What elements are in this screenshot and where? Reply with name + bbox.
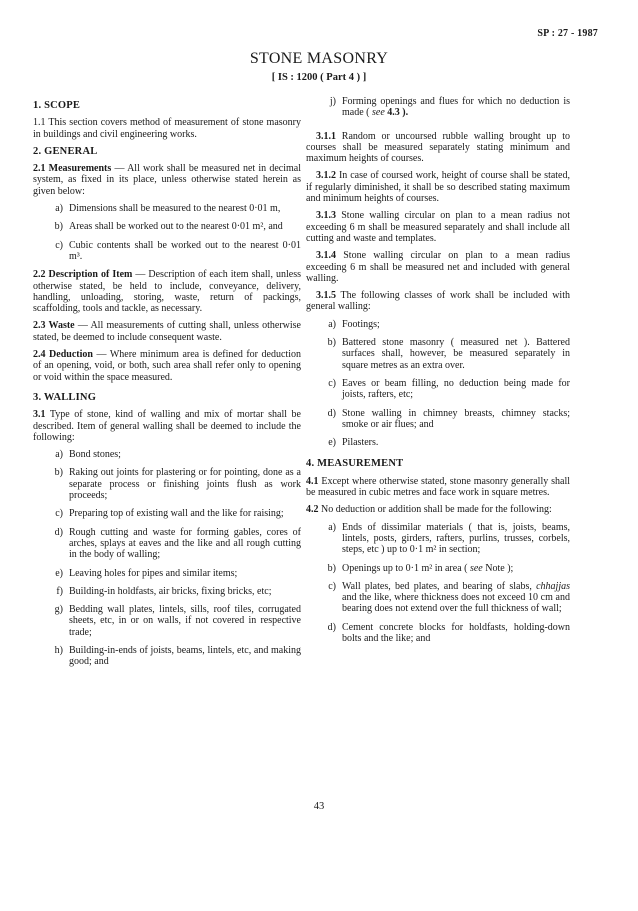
text-part: and the like, where thickness does not exceed 10 cm and bearing does not extend over the full thickness of wall; bbox=[342, 592, 570, 615]
clause-3-1-2 bbox=[306, 170, 570, 204]
clause-text: Type of stone, kind of walling and mix of mortar shall be described. Item of general walling shall be deemed to include the following: bbox=[33, 409, 301, 443]
clause-number: 2.4 Deduction bbox=[33, 349, 93, 361]
clause-number: 3.1 bbox=[33, 409, 46, 421]
clause-1-1: 1.1 This section covers method of measurement of stone masonry in buildings and civil engineering works. bbox=[33, 117, 301, 140]
clause-text: In case of coursed work, height of course shall be stated, if regularly diminished, it shall be so described stating maximum and minimum heights of courses. bbox=[306, 170, 570, 205]
list-marker: a) bbox=[328, 318, 336, 330]
clause-number: 2.2 Description of Item bbox=[33, 269, 133, 281]
clause-text: The following classes of work shall be included with general walling: bbox=[306, 290, 570, 313]
page-title: STONE MASONRY bbox=[249, 50, 389, 67]
list-3-1-5 bbox=[306, 319, 570, 449]
list-marker: d) bbox=[327, 621, 336, 633]
clause-text: — All work shall be measured net in decimal system, as fixed in its place, unless otherwise stated herein as given below: bbox=[33, 163, 301, 197]
list-marker: d) bbox=[54, 526, 63, 538]
list-text: Battered stone masonry ( measured net ). Battered surfaces shall, however, be measured separately in square metres as an extra over. bbox=[342, 337, 570, 371]
list-text: Stone walling in chimney breasts, chimney stacks; smoke or air flues; and bbox=[342, 407, 570, 430]
list-text: Preparing top of existing wall and the like for raising; bbox=[69, 508, 284, 520]
list-marker: b) bbox=[54, 467, 63, 479]
list-4-2 bbox=[306, 522, 570, 645]
see-reference: see bbox=[372, 107, 385, 119]
list-text: Eaves or beam filling, no deduction being made for joists, rafters, etc; bbox=[342, 377, 570, 401]
list-marker: b) bbox=[327, 562, 336, 574]
list-text: Bond stones; bbox=[69, 449, 121, 461]
list-item bbox=[306, 522, 570, 556]
list-text: Pilasters. bbox=[342, 437, 379, 449]
list-marker: e) bbox=[328, 437, 336, 449]
clause-4-2 bbox=[306, 504, 570, 515]
list-item bbox=[306, 408, 570, 431]
list-text bbox=[342, 96, 570, 119]
list-marker: c) bbox=[328, 580, 336, 592]
clause-number: 4.1 bbox=[306, 475, 319, 487]
clause-text: Stone walling circular on plan to a mean radius not exceeding 6 m shall be measured separately and shall include all cutting and waste and templates. bbox=[306, 210, 570, 244]
clause-number: 2.3 Waste bbox=[33, 320, 75, 332]
list-marker: a) bbox=[55, 203, 63, 215]
list-item bbox=[33, 221, 301, 232]
list-item bbox=[33, 604, 301, 638]
list-text: Footings; bbox=[342, 318, 380, 330]
clause-text: — Where minimum area is defined for deduction of an opening, void, or both, such area shall refer only to opening or void within the space measured. bbox=[33, 349, 301, 383]
list-item bbox=[306, 437, 570, 448]
list-marker: f) bbox=[56, 585, 63, 597]
standard-reference: [ IS : 1200 ( Part 4 ) ] bbox=[271, 72, 367, 83]
clause-number: 3.1.2 bbox=[316, 170, 336, 182]
list-item-j bbox=[306, 96, 570, 119]
clause-3-1-4 bbox=[306, 250, 570, 284]
list-2-1 bbox=[33, 203, 301, 262]
list-item bbox=[306, 563, 570, 574]
list-text: Bedding wall plates, lintels, sills, roof tiles, corrugated sheets, etc, in or on walls, if not covered in respective trade; bbox=[69, 604, 301, 638]
clause-text: Except where otherwise stated, stone masonry generally shall be measured in cubic metres and face work in square metres. bbox=[306, 475, 570, 499]
list-marker: j) bbox=[329, 96, 336, 107]
clause-number: 4.2 bbox=[306, 504, 319, 516]
clause-4-1 bbox=[306, 476, 570, 499]
text-part: 4.3 ). bbox=[384, 107, 409, 119]
list-item bbox=[33, 467, 301, 501]
list-item bbox=[33, 508, 301, 519]
list-marker: a) bbox=[55, 449, 63, 461]
document-code: SP : 27 - 1987 bbox=[537, 28, 598, 39]
clause-text: No deduction or addition shall be made for the following: bbox=[318, 504, 552, 516]
clause-3-1-5 bbox=[306, 290, 570, 313]
section-heading-scope: 1. SCOPE bbox=[33, 100, 81, 111]
italic-term: chhajjas bbox=[536, 580, 570, 592]
text-part: Forming openings and flues for which no deduction is made ( bbox=[342, 96, 570, 119]
clause-text: — All measurements of cutting shall, unless otherwise stated, be deemed to include consequent waste. bbox=[33, 320, 301, 343]
clause-number: 3.1.4 bbox=[316, 250, 336, 262]
section-heading-walling: 3. WALLING bbox=[33, 391, 97, 403]
list-marker: g) bbox=[54, 604, 63, 616]
text-part: Openings up to 0·1 m² in area ( bbox=[342, 562, 470, 574]
list-item bbox=[33, 449, 301, 460]
list-marker: a) bbox=[328, 521, 336, 533]
list-item bbox=[33, 203, 301, 214]
clause-number: 3.1.3 bbox=[316, 210, 336, 222]
list-text: Building-in-ends of joists, beams, lintels, etc, and making good; and bbox=[69, 644, 301, 668]
list-text: Cement concrete blocks for holdfasts, holding-down bolts and the like; and bbox=[342, 621, 570, 644]
list-item bbox=[306, 319, 570, 330]
list-text: Rough cutting and waste for forming gables, cores of arches, splays at eaves and the like and all rough cutting in the body of walling; bbox=[69, 526, 301, 561]
section-heading-general: 2. GENERAL bbox=[33, 145, 98, 157]
list-marker: b) bbox=[54, 221, 63, 233]
clause-2-2 bbox=[33, 269, 301, 314]
list-item bbox=[33, 527, 301, 561]
clause-3-1-1 bbox=[306, 131, 570, 165]
list-text: Leaving holes for pipes and similar items; bbox=[69, 567, 238, 579]
list-marker: c) bbox=[55, 239, 63, 251]
list-text: Areas shall be worked out to the nearest 0·01 m², and bbox=[69, 221, 283, 233]
clause-2-3 bbox=[33, 320, 301, 343]
list-text bbox=[342, 581, 570, 615]
list-marker: h) bbox=[54, 644, 63, 656]
text-part: Note ); bbox=[482, 562, 514, 574]
clause-text: Random or uncoursed rubble walling brought up to courses shall be measured separately stating minimum and maximum heights of courses. bbox=[306, 130, 570, 165]
list-text: Dimensions shall be measured to the nearest 0·01 m, bbox=[69, 203, 281, 215]
list-item bbox=[306, 337, 570, 371]
text-part: Wall plates, bed plates, and bearing of slabs, bbox=[342, 580, 537, 592]
section-heading-measurement: 4. MEASUREMENT bbox=[306, 458, 404, 470]
clause-number: 2.1 Measurements bbox=[33, 163, 112, 175]
list-item bbox=[306, 622, 570, 645]
list-marker: c) bbox=[55, 508, 63, 520]
list-3-1 bbox=[33, 449, 301, 667]
clause-text: Stone walling circular on plan to a mean radius exceeding 6 m shall be measured net and included with general walling. bbox=[306, 250, 570, 284]
clause-2-1 bbox=[33, 163, 301, 197]
list-text bbox=[342, 563, 570, 574]
list-item bbox=[33, 645, 301, 668]
list-text: Ends of dissimilar materials ( that is, joists, beams, lintels, posts, girders, rafters, purlins, trusses, corbels, steps, etc ) up to 0·1 m² in section; bbox=[342, 521, 570, 556]
list-marker: e) bbox=[55, 567, 63, 579]
right-column bbox=[306, 96, 570, 651]
clause-text: — Description of each item shall, unless otherwise stated, be held to include, conveyance, delivery, handling, unloading, storing, waste, return of packings, scaffolding, tools and tackle, as necessary. bbox=[33, 269, 301, 315]
list-item bbox=[33, 240, 301, 263]
list-item bbox=[33, 568, 301, 579]
clause-3-1 bbox=[33, 409, 301, 443]
list-text: Building-in holdfasts, air bricks, fixing bricks, etc; bbox=[69, 585, 272, 597]
see-reference: see bbox=[469, 562, 483, 574]
list-marker: d) bbox=[327, 407, 336, 419]
clause-2-4 bbox=[33, 349, 301, 383]
list-marker: b) bbox=[327, 337, 336, 349]
list-item bbox=[306, 378, 570, 401]
left-column bbox=[33, 96, 301, 675]
list-text: Raking out joints for plastering or for pointing, done as a separate process or finishing joints flush as work proceeds; bbox=[69, 467, 301, 502]
clause-number: 3.1.5 bbox=[316, 290, 336, 302]
list-text: Cubic contents shall be worked out to the nearest 0·01 m³. bbox=[69, 239, 301, 262]
list-item bbox=[33, 586, 301, 597]
clause-number: 3.1.1 bbox=[316, 130, 336, 142]
clause-3-1-3 bbox=[306, 210, 570, 244]
list-marker: c) bbox=[328, 377, 336, 389]
list-item bbox=[306, 581, 570, 615]
page-number: 43 bbox=[313, 801, 325, 812]
